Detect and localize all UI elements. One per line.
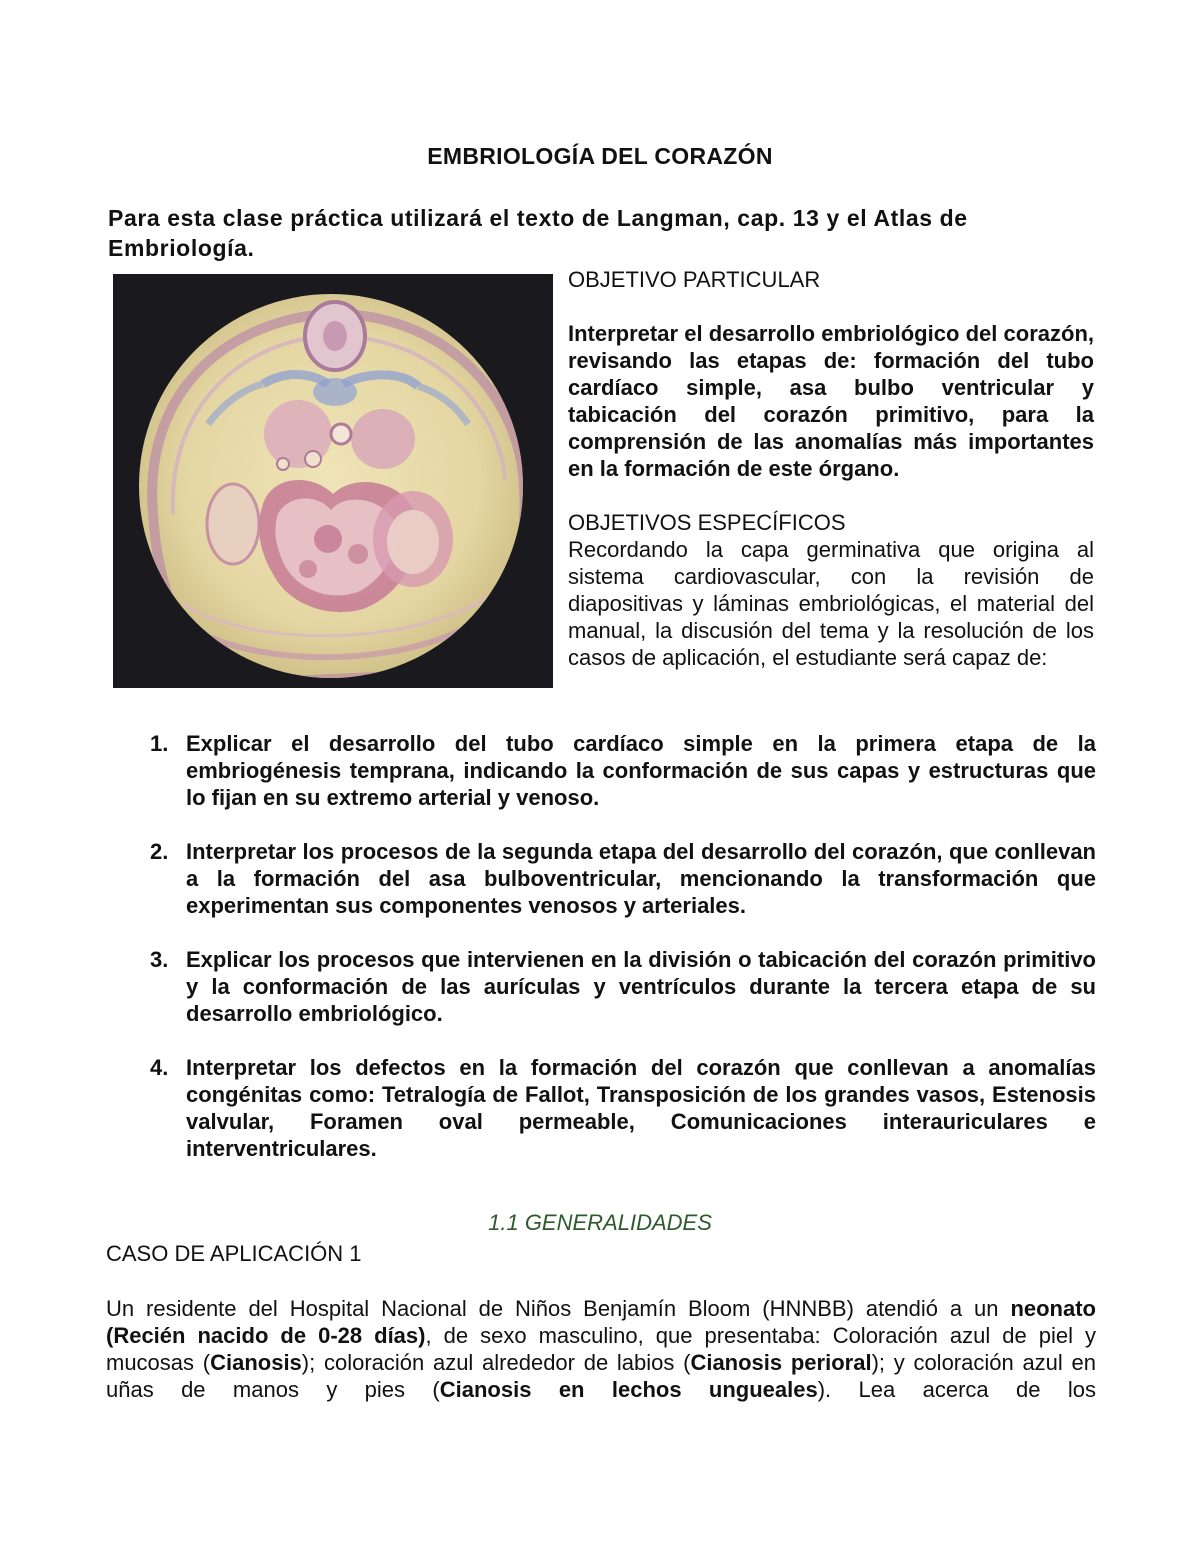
- case-bold-text: Cianosis: [210, 1350, 302, 1375]
- list-number: 2.: [150, 839, 169, 864]
- case-bold-text: Cianosis perioral: [690, 1350, 872, 1375]
- document-title: EMBRIOLOGÍA DEL CORAZÓN: [427, 143, 773, 169]
- list-item-text: Explicar el desarrollo del tubo cardíaco simple en la primera etapa de la embriogénesis temprana, indicando la conformación de sus capas y estructuras que lo fijan en su extremo arterial y venoso.: [186, 731, 1096, 810]
- objetivo-particular-text: Interpretar el desarrollo embriológico del corazón, revisando las etapas de: formación del tubo cardíaco simple, asa bulbo ventricular y tabicación del corazón primitivo, para la comprensión de las anomalías más importantes en la formación de este órgano.: [568, 321, 1094, 481]
- objectives-list: [150, 730, 1096, 1189]
- objectives-column: [568, 266, 1094, 671]
- case-text: Un residente del Hospital Nacional de Niños Benjamín Bloom (HNNBB) atendió a un: [106, 1296, 1011, 1321]
- list-number: 3.: [150, 947, 169, 972]
- list-item-text: Explicar los procesos que intervienen en la división o tabicación del corazón primitivo y la conformación de las aurículas y ventrículos durante la tercera etapa de su desarrollo embriológico.: [186, 947, 1096, 1026]
- case-title: CASO DE APLICACIÓN 1: [106, 1241, 362, 1266]
- case-text: ). Lea acerca de los: [817, 1377, 1096, 1402]
- list-item-text: Interpretar los procesos de la segunda etapa del desarrollo del corazón, que conllevan a la formación del asa bulboventricular, mencionando la transformación que experimentan sus componentes venosos y arteriales.: [186, 839, 1096, 918]
- list-item: [150, 838, 1096, 919]
- case-paragraph: [106, 1295, 1096, 1403]
- objetivos-especificos-text: Recordando la capa germinativa que origina al sistema cardiovascular, con la revisión de diapositivas y láminas embriológicas, el material del manual, la discusión del tema y la resolución de los casos de aplicación, el estudiante será capaz de:: [568, 537, 1094, 670]
- list-item: [150, 1054, 1096, 1162]
- intro-paragraph: Para esta clase práctica utilizará el texto de Langman, cap. 13 y el Atlas de Embriología.: [108, 205, 968, 261]
- list-item-text: Interpretar los defectos en la formación del corazón que conllevan a anomalías congénitas como: Tetralogía de Fallot, Transposición de los grandes vasos, Estenosis valvular, Foramen oval permeable, Comunicaciones interauriculares e interventriculares.: [186, 1055, 1096, 1161]
- objetivos-especificos-heading: OBJETIVOS ESPECÍFICOS: [568, 510, 846, 535]
- list-item: [150, 730, 1096, 811]
- section-title: 1.1 GENERALIDADES: [488, 1210, 712, 1235]
- case-bold-text: Cianosis en lechos ungueales: [439, 1377, 818, 1402]
- histology-slide-image: [113, 274, 553, 688]
- case-text: , de sexo masculino, que presentaba: Coloración azul de piel y mucosas (: [106, 1323, 1096, 1375]
- case-bold-text: neonato (Recién nacido de 0-28 días): [106, 1296, 1096, 1348]
- objetivo-particular-heading: OBJETIVO PARTICULAR: [568, 267, 821, 292]
- list-number: 1.: [150, 731, 169, 756]
- list-number: 4.: [150, 1055, 169, 1080]
- case-text: ); y coloración azul en uñas de manos y pies (: [106, 1350, 1096, 1402]
- case-text: ); coloración azul alrededor de labios (: [301, 1350, 691, 1375]
- list-item: [150, 946, 1096, 1027]
